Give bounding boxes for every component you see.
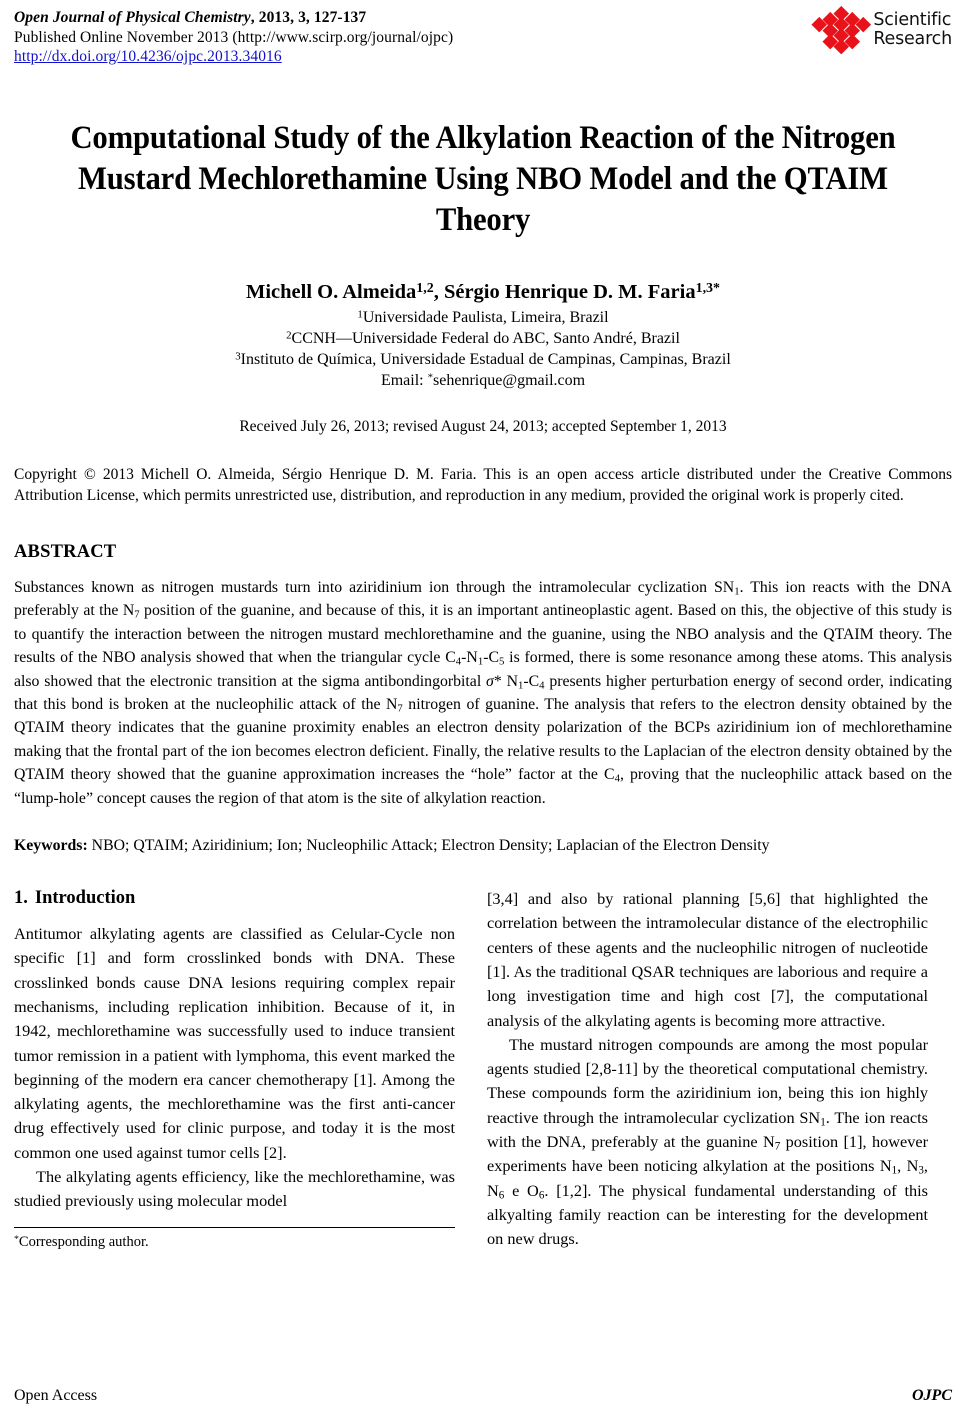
section-heading-introduction [14, 887, 455, 909]
author-1-affil-marker: 1,2 [416, 281, 434, 297]
received-revised-accepted-dates: Received July 26, 2013; revised August 24, 2013; accepted September 1, 2013 [239, 418, 727, 435]
author-1: Michell O. Almeida [246, 281, 417, 303]
paragraph-left-1: Antitumor alkylating agents are classified as Celular-Cycle non specific [1] and form crosslinked bonds with DNA. These crosslinked bonds cause DNA lesions requiring complex repair mechanisms, including replication inhibition. Because of it, in 1942, mechlorethamine was successfully used to induce transient tumor remission in a patient with lymphoma, this event marked the beginning of the modern era cancer chemotherapy [1]. Among the alkylating agents, the mechlorethamine was the first anti-cancer drug effectively used for clinic purpose, and today it is the most common one used against tumor cells [2]. [14, 924, 455, 1162]
affiliation-2 [14, 328, 952, 349]
affiliations [14, 307, 952, 391]
journal-name: Open Journal of Physical Chemistry [14, 9, 251, 26]
footnote-text: Corresponding author. [18, 1233, 149, 1250]
affiliation-1 [14, 307, 952, 328]
paragraph-right-1: [3,4] and also by rational planning [5,6] that highlighted the correlation between the intramolecular distance of the electrophilic centers of these agents and the nucleophilic nitrogen of nucleotide [1]. As the traditional QSAR techniques are laborious and require a long investigation time and high cost [7], the computational analysis of the alkylating agents is becoming more attractive. [487, 889, 928, 1030]
doi-link[interactable]: http://dx.doi.org/10.4236/ojpc.2013.34016 [14, 48, 282, 65]
scientific-research-diamond-icon [816, 8, 866, 52]
body-columns [14, 887, 952, 1252]
abstract-heading: ABSTRACT [14, 542, 117, 562]
affiliation-2-marker: 2 [286, 329, 292, 342]
journal-abbreviation: OJPC [912, 1387, 952, 1404]
footnote-area [14, 1227, 455, 1252]
author-2: , Sérgio Henrique D. M. Faria [433, 281, 696, 303]
page-footer [14, 1387, 952, 1405]
author-2-affil-marker: 1,3* [695, 281, 720, 297]
publisher-name-line1: Scientific [873, 10, 952, 30]
affiliation-1-text: Universidade Paulista, Limeira, Brazil [362, 309, 609, 326]
paragraph-left-2: The alkylating agents efficiency, like the mechlorethamine, was studied previously using molecular model [14, 1167, 455, 1211]
footnote-marker: * [14, 1233, 19, 1245]
affiliation-1-marker: 1 [357, 308, 363, 321]
section-number: 1. [14, 888, 28, 909]
footnote-corresponding-author [14, 1233, 455, 1252]
column-left [14, 887, 455, 1252]
author-line [14, 279, 952, 305]
affiliation-3 [14, 349, 952, 370]
email-address[interactable]: sehenrique@gmail.com [433, 372, 586, 389]
affiliation-3-marker: 3 [235, 350, 241, 363]
publisher-logo[interactable] [816, 8, 952, 52]
affiliation-3-text: Instituto de Química, Universidade Estadual de Campinas, Campinas, Brazil [240, 351, 731, 368]
journal-citation: , 2013, 3, 127-137 [250, 9, 367, 26]
published-online-line: Published Online November 2013 (http://www.scirp.org/journal/ojpc) [14, 28, 454, 46]
column-right [487, 887, 928, 1251]
email-line [14, 370, 952, 391]
masthead [14, 8, 952, 70]
email-corresponding-marker: * [427, 371, 434, 384]
footnote-divider [14, 1227, 455, 1228]
open-access-label: Open Access [14, 1387, 98, 1404]
affiliation-2-text: CCNH—Universidade Federal do ABC, Santo André, Brazil [291, 330, 680, 347]
masthead-text [14, 8, 952, 67]
keywords [14, 835, 952, 857]
section-title: Introduction [34, 888, 136, 909]
email-label: Email: [380, 372, 428, 389]
paragraph-right-2: The mustard nitrogen compounds are among the most popular agents studied [2,8-11] by the theoretical computational chemistry. These compounds form the aziridinium ion, being this ion highly reactive through the intramolecular cyclization $SN_1$. The ion reacts with the DNA, preferably at the guanine $N_7$ position [1], however experiments have been noticing alkylation at the positions $N_1$, $N_3$, $N_6$ e $O_6$. [1,2]. The physical fundamental understanding of this alkyalting family reaction can be interesting for the development on new drugs. [487, 1034, 929, 1249]
copyright-statement: Copyright © 2013 Michell O. Almeida, Sérgio Henrique D. M. Faria. This is an open access article distributed under the Creative Commons Attribution License, which permits unrestricted use, distribution, and reproduction in any medium, provided the original work is properly cited. [14, 466, 952, 504]
publisher-name-line2: Research [873, 29, 952, 49]
abstract-text: Substances known as nitrogen mustards turn into aziridinium ion through the intramolecular cyclization $SN_1$. This ion reacts with the DNA preferably at the $N_7$ position of the guanine, and because of this, it is an important antineoplastic agent. Based on this, the objective of this study is to quantify the interaction between the nitrogen mustard mechlorethamine and the guanine, using the NBO analysis and the QTAIM theory. The results of the NBO analysis showed that when the triangular cycle $C_4-N_1-C_5$ is formed, there is some resonance among these atoms. This analysis also showed that the electronic transition at the sigma antibondingorbital σ* $N_1-C_4$ presents higher perturbation energy of second order, indicating that this bond is broken at the nucleophilic attack of the $N_7$ nitrogen of guanine. The analysis that refers to the electron density obtained by the QTAIM theory indicates that the guanine proximity enables an electron density polarization of the BCPs aziridinium ion of mechlorethamine making that the frontal part of the ion becomes electron deficient. Finally, the relative results to the Laplacian of the electron density obtained by the QTAIM theory showed that the guanine approximation increases the “hole” factor at the $C_4$, proving that the nucleophilic attack based on the “lump-hole” concept causes the region of that atom is the site of alkylation reaction. [14, 579, 953, 807]
keywords-label: Keywords: [14, 837, 88, 855]
paper-title: Computational Study of the Alkylation Reaction of the Nitrogen Mustard Mechlorethamine Using NBO Model and the QTAIM Theory [70, 120, 896, 238]
keywords-list: NBO; QTAIM; Aziridinium; Ion; Nucleophilic Attack; Electron Density; Laplacian of the Electron Density [91, 837, 770, 855]
publisher-name [873, 11, 952, 49]
